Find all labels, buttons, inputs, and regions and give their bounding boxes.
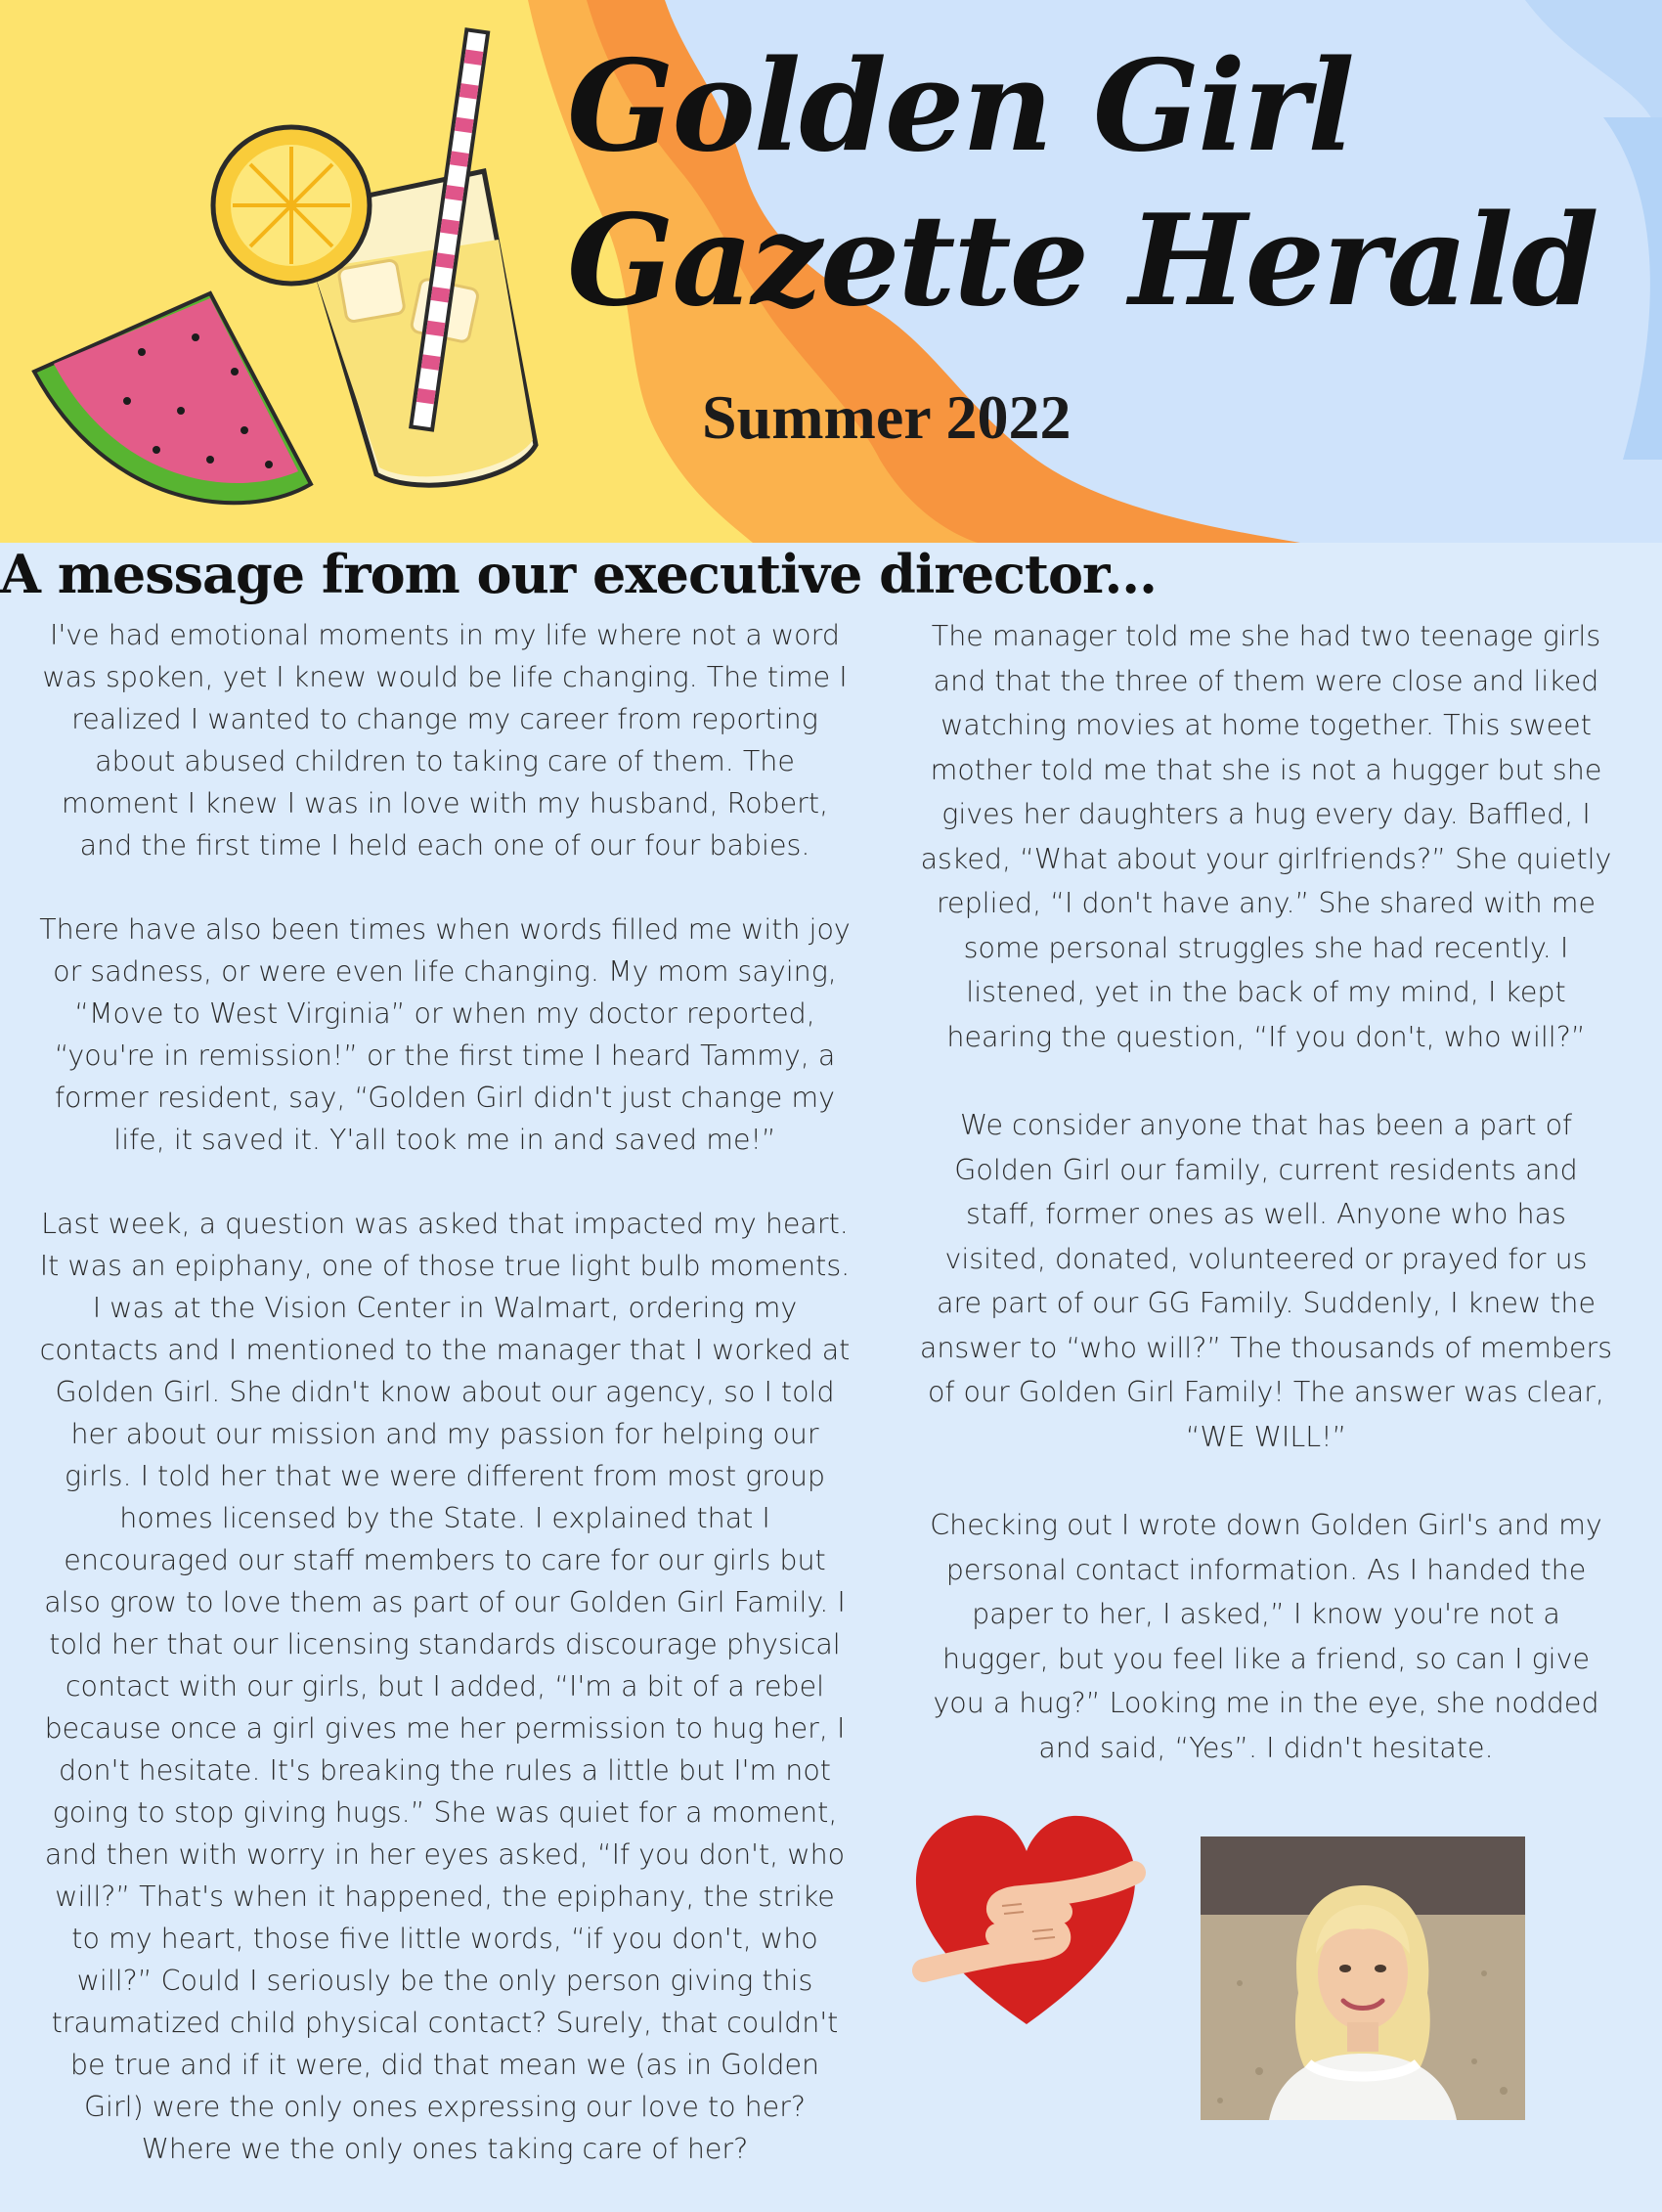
article-left-column (39, 614, 851, 2212)
title-line-2: Gazette Herald (567, 188, 1597, 334)
title-line-1: Golden Girl (567, 33, 1353, 180)
paragraph: Last week, a question was asked that impacted my heart. It was an epiphany, one of those true light bulb moments. I was at the Vision Center in Walmart, ordering my contacts and I mentioned to the manager that I worked at Golden Girl. She didn't know about our agency, so I told her about our mission and my passion for helping our girls. I told her that we were different from most group homes licensed by the State. I explained that I encouraged our staff members to care for our girls but also grow to love them as part of our Golden Girl Family. I told her that our licensing standards discourage physical contact with our girls, but I added, “I'm a bit of a rebel because once a girl gives me her permission to hug her, I don't hesitate. It's breaking the rules a little but I'm not going to stop giving hugs.” She was quiet for a moment, and then with worry in her eyes asked, “If you don't, who will?” That's when it happened, the epiphany, the strike to my heart, those five little words, “if you don't, who will?” Could I seriously be the only person giving this traumatized child physical contact? Surely, that couldn't be true and if it were, did that mean we (as in Golden Girl) were the only ones expressing our love to her? Where we the only ones taking care of her? (39, 1208, 851, 2165)
paragraph: Checking out I wrote down Golden Girl's and my personal contact information. As I handed the paper to her, I asked,” I know you're not a hugger, but you feel like a friend, so can I give you a hug?” Looking me in the eye, she nodded and said, “Yes”. I didn't hesitate. (930, 1509, 1602, 1764)
paragraph: There have also been times when words filled me with joy or sadness, or were even life changing. My mom saying, “Move to West Virginia” or when my doctor reported, “you're in remission!” or the first time I heard Tammy, a former resident, say, “Golden Girl didn't just change my life, it saved it. Y'all took me in and saved me!” (39, 913, 851, 1156)
masthead-title (567, 29, 1642, 338)
paragraph: We consider anyone that has been a part of Golden Girl our family, current residents and staff, former ones as well. Anyone who has visited, donated, volunteered or prayed for us are part of our GG Family. Suddenly, I knew the answer to “who will?” The thousands of members of our Golden Girl Family! The answer was clear, “WE WILL!” (919, 1109, 1613, 1453)
issue-date: Summer 2022 (702, 382, 1072, 452)
director-photo (1201, 1836, 1525, 2120)
heart-hug-icon (904, 1804, 1149, 2039)
masthead (0, 0, 1662, 543)
article-right-column (919, 614, 1613, 1814)
article-headline: A message from our executive director... (0, 543, 1157, 605)
paragraph: I've had emotional moments in my life where not a word was spoken, yet I knew would be life changing. The time I realized I wanted to change my career from reporting about abused children to taking care of them. The moment I knew I was in love with my husband, Robert, and the first time I held each one of our four babies. (42, 619, 848, 862)
paragraph: The manager told me she had two teenage girls and that the three of them were close and liked watching movies at home together. This sweet mother told me that she is not a hugger but she gives her daughters a hug every day. Baffled, I asked, “What about your girlfriends?” She quietly replied, “I don't have any.” She shared with me some personal struggles she had recently. I listened, yet in the back of my mind, I kept hearing the question, “If you don't, who will?” (920, 620, 1612, 1053)
